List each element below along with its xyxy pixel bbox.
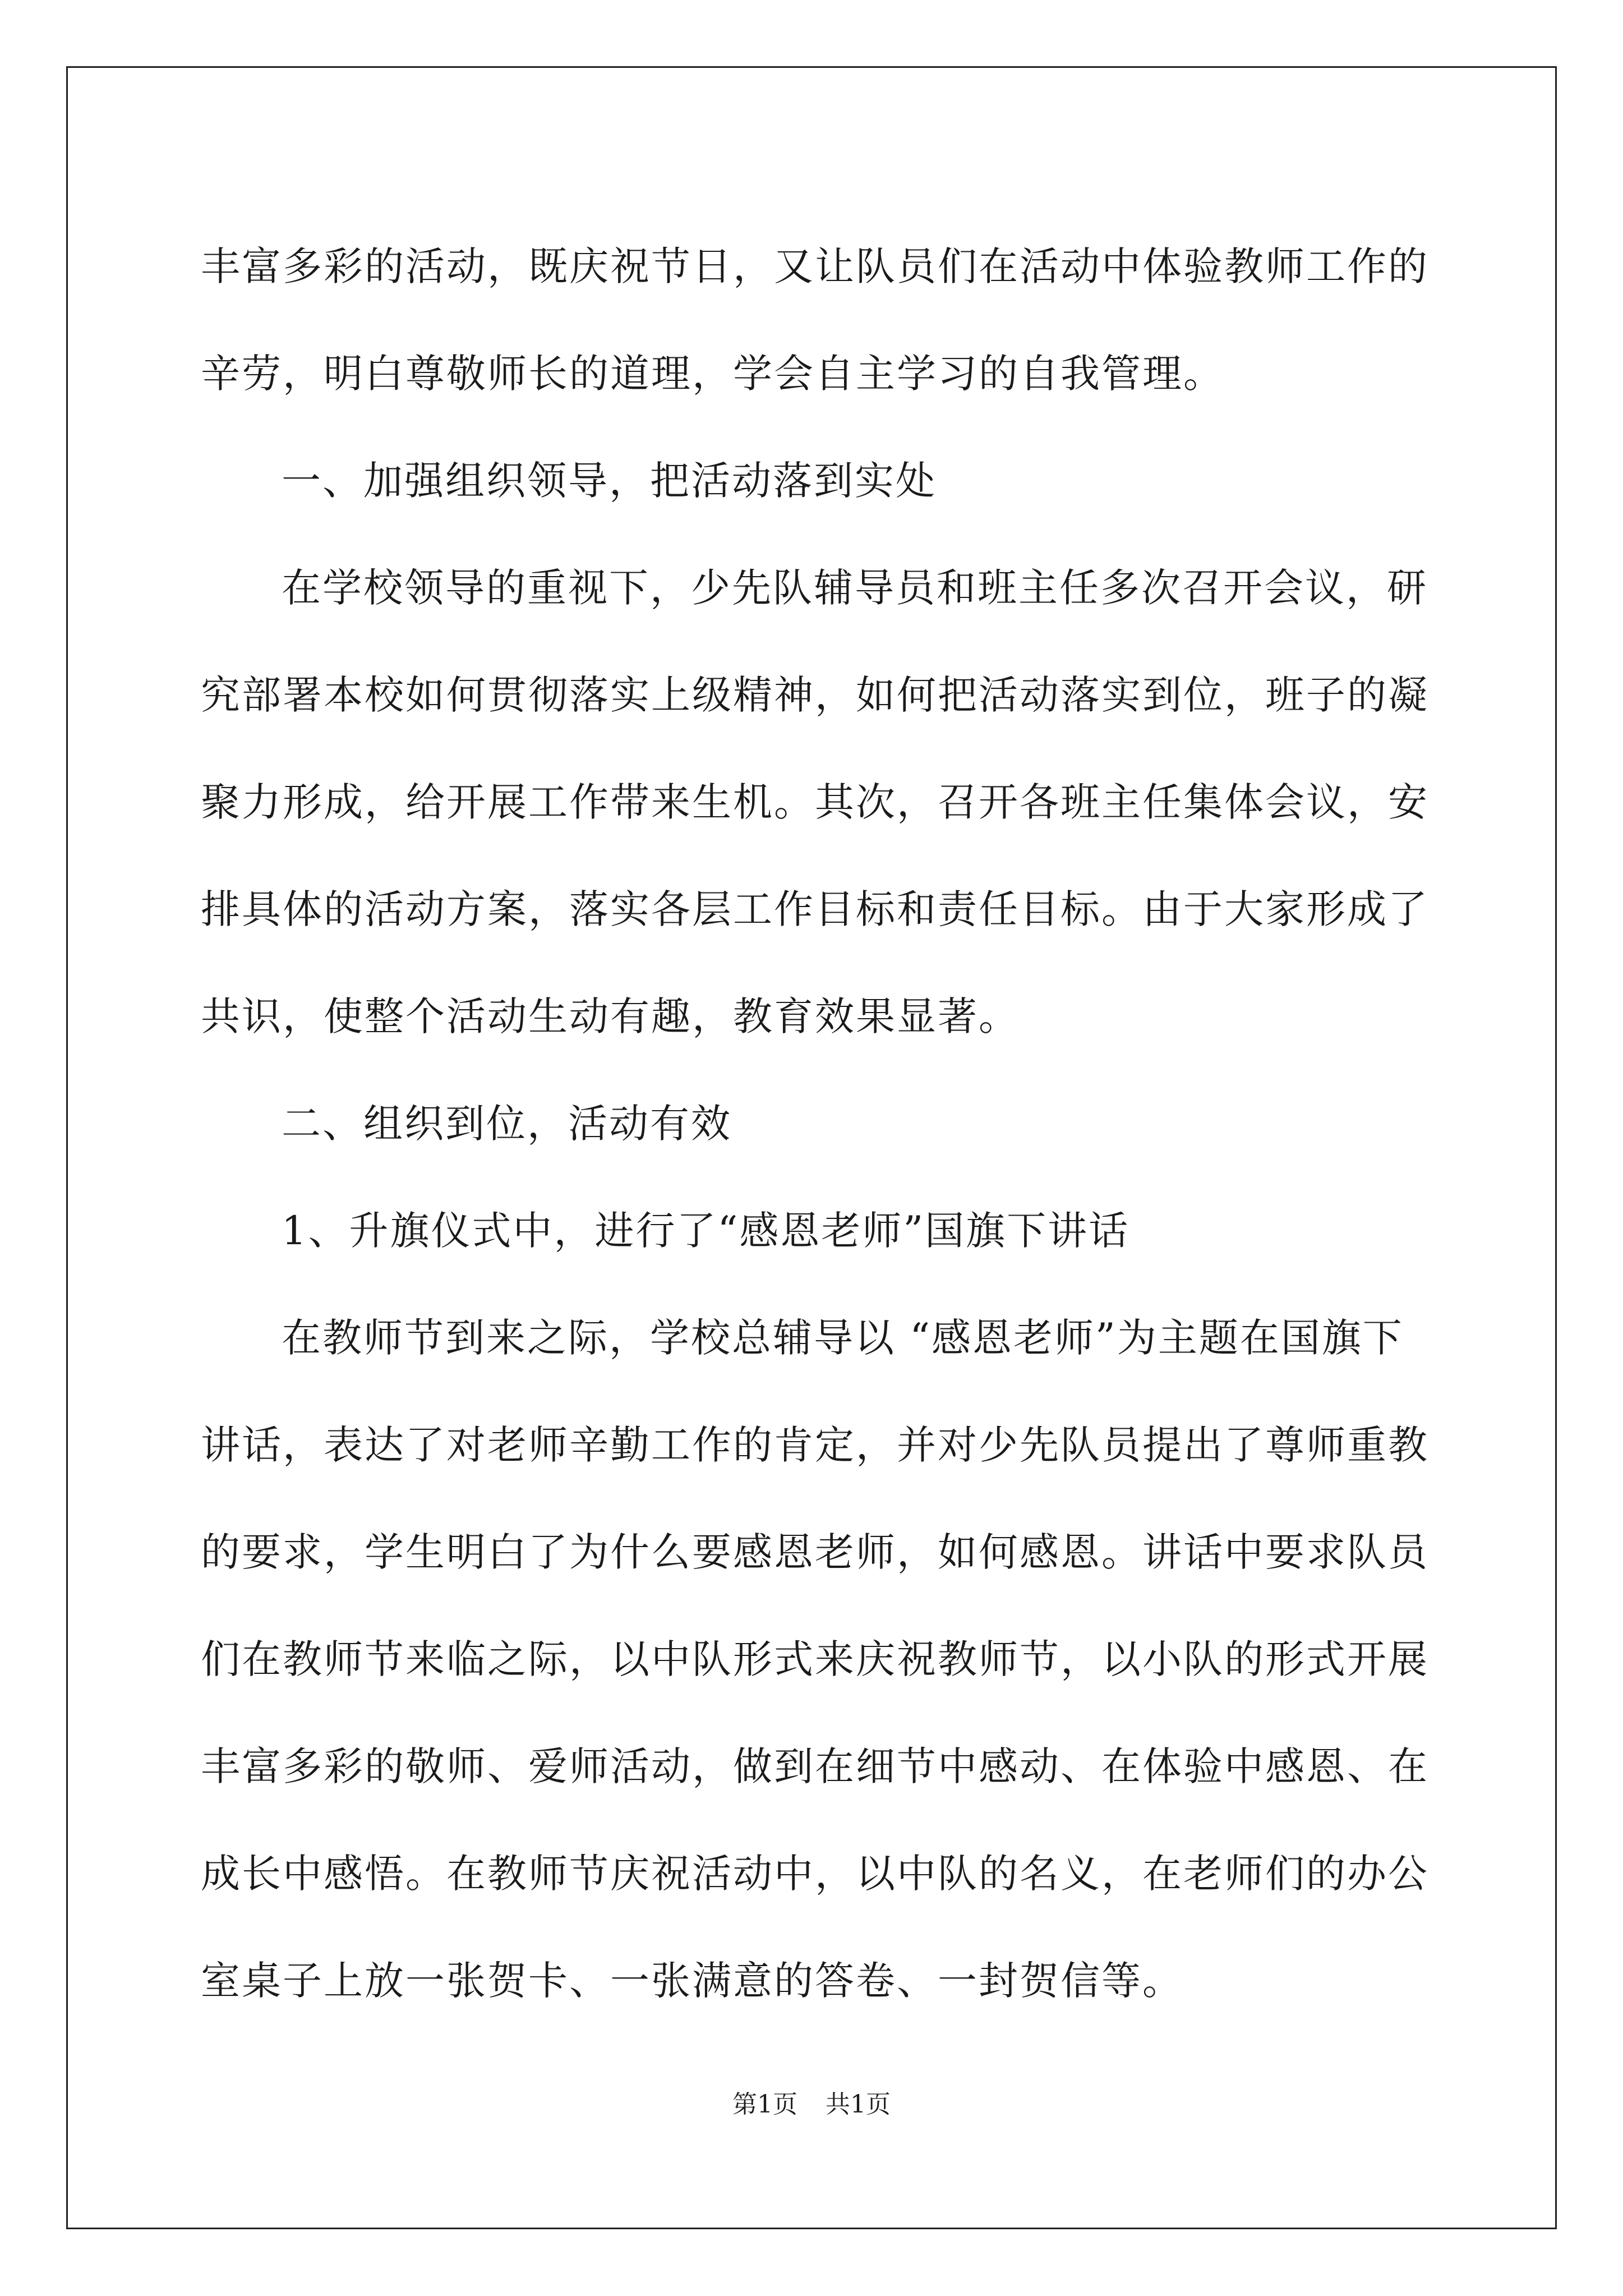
text-line: 的要求，学生明白了为什么要感恩老师，如何感恩。讲话中要求队员: [201, 1529, 1429, 1575]
page-total: 共1页: [826, 2090, 891, 2119]
page-number: 第1页: [732, 2090, 797, 2119]
text-line: 一、加强组织领导，把活动落到实处: [282, 458, 937, 504]
text-line: 在学校领导的重视下，少先队辅导员和班主任多次召开会议，研: [282, 565, 1428, 611]
section-heading: [201, 427, 1429, 535]
paragraph: [201, 535, 1429, 1070]
text-line: 们在教师节来临之际，以中队形式来庆祝教师节，以小队的形式开展: [201, 1636, 1429, 1682]
text-line: 讲话，表达了对老师辛勤工作的肯定，并对少先队员提出了尊师重教: [201, 1422, 1429, 1468]
text-line: 排具体的活动方案，落实各层工作目标和责任目标。由于大家形成了: [201, 886, 1429, 932]
text-line: 1、升旗仪式中，进行了“感恩老师”国旗下讲话: [282, 1208, 1130, 1254]
text-line: 究部署本校如何贯彻落实上级精神，如何把活动落实到位，班子的凝: [201, 672, 1429, 718]
paragraph: [201, 213, 1429, 427]
text-line: 成长中感悟。在教师节庆祝活动中，以中队的名义，在老师们的办公: [201, 1851, 1429, 1897]
document-body: [201, 213, 1429, 2035]
page-footer: [0, 2088, 1623, 2122]
section-heading: [201, 1070, 1429, 1177]
subsection-heading: [201, 1177, 1429, 1285]
text-line: 在教师节到来之际，学校总辅导以 “感恩老师”为主题在国旗下: [282, 1315, 1404, 1361]
text-line: 共识，使整个活动生动有趣，教育效果显著。: [201, 993, 1020, 1039]
text-line: 丰富多彩的敬师、爱师活动，做到在细节中感动、在体验中感恩、在: [201, 1743, 1429, 1789]
text-line: 丰富多彩的活动，既庆祝节日，又让队员们在活动中体验教师工作的: [201, 243, 1429, 289]
paragraph: [201, 1285, 1429, 2035]
text-line: 辛劳，明白尊敬师长的道理，学会自主学习的自我管理。: [201, 351, 1224, 397]
text-line: 室桌子上放一张贺卡、一张满意的答卷、一封贺信等。: [201, 1958, 1183, 2004]
text-line: 聚力形成，给开展工作带来生机。其次，召开各班主任集体会议，安: [201, 779, 1429, 825]
text-line: 二、组织到位，活动有效: [282, 1101, 732, 1147]
